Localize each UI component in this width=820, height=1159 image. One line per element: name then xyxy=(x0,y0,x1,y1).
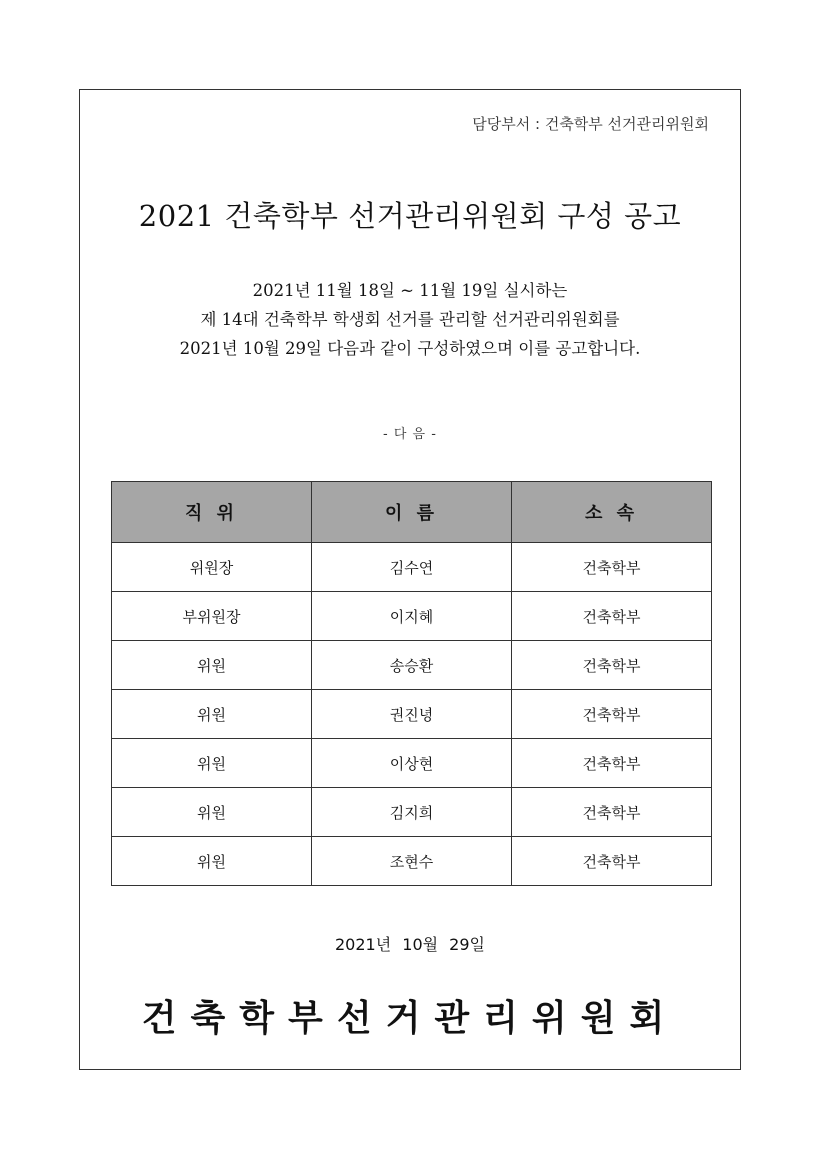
body-line-3: 2021년 10월 29일 다음과 같이 구성하였으며 이를 공고합니다. xyxy=(179,339,641,358)
notice-body xyxy=(80,276,740,363)
cell-affiliation: 건축학부 xyxy=(512,641,712,690)
cell-affiliation: 건축학부 xyxy=(512,788,712,837)
table-row xyxy=(112,739,712,788)
committee-signature: 건축학부선거관리위원회 xyxy=(141,997,679,1039)
cell-position: 위원 xyxy=(112,641,312,690)
header-position: 직 위 xyxy=(112,482,312,543)
table-header-row xyxy=(112,482,712,543)
cell-position: 위원장 xyxy=(112,543,312,592)
body-line-1: 2021년 11월 18일 ~ 11월 19일 실시하는 xyxy=(252,281,568,300)
table-row xyxy=(112,641,712,690)
cell-name: 김수연 xyxy=(312,543,512,592)
cell-position: 위원 xyxy=(112,837,312,886)
cell-affiliation: 건축학부 xyxy=(512,739,712,788)
section-label: - 다 음 - xyxy=(383,427,437,442)
members-table xyxy=(111,481,712,886)
notice-date: 2021년 10월 29일 xyxy=(335,935,485,954)
table-row xyxy=(112,837,712,886)
cell-position: 위원 xyxy=(112,739,312,788)
cell-affiliation: 건축학부 xyxy=(512,592,712,641)
department-label: 담당부서 : 건축학부 선거관리위원회 xyxy=(472,115,709,133)
body-line-2: 제 14대 건축학부 학생회 선거를 관리할 선거관리위원회를 xyxy=(200,310,620,329)
cell-name: 김지희 xyxy=(312,788,512,837)
table-row xyxy=(112,543,712,592)
table-row xyxy=(112,592,712,641)
cell-position: 부위원장 xyxy=(112,592,312,641)
cell-affiliation: 건축학부 xyxy=(512,690,712,739)
cell-name: 이상현 xyxy=(312,739,512,788)
table-row xyxy=(112,690,712,739)
cell-affiliation: 건축학부 xyxy=(512,837,712,886)
table-row xyxy=(112,788,712,837)
notice-frame xyxy=(79,89,741,1070)
notice-title: 2021 건축학부 선거관리위원회 구성 공고 xyxy=(138,199,682,233)
header-name: 이 름 xyxy=(312,482,512,543)
cell-name: 조현수 xyxy=(312,837,512,886)
cell-position: 위원 xyxy=(112,690,312,739)
cell-affiliation: 건축학부 xyxy=(512,543,712,592)
header-affiliation: 소 속 xyxy=(512,482,712,543)
cell-name: 이지혜 xyxy=(312,592,512,641)
cell-position: 위원 xyxy=(112,788,312,837)
cell-name: 송승환 xyxy=(312,641,512,690)
cell-name: 권진녕 xyxy=(312,690,512,739)
